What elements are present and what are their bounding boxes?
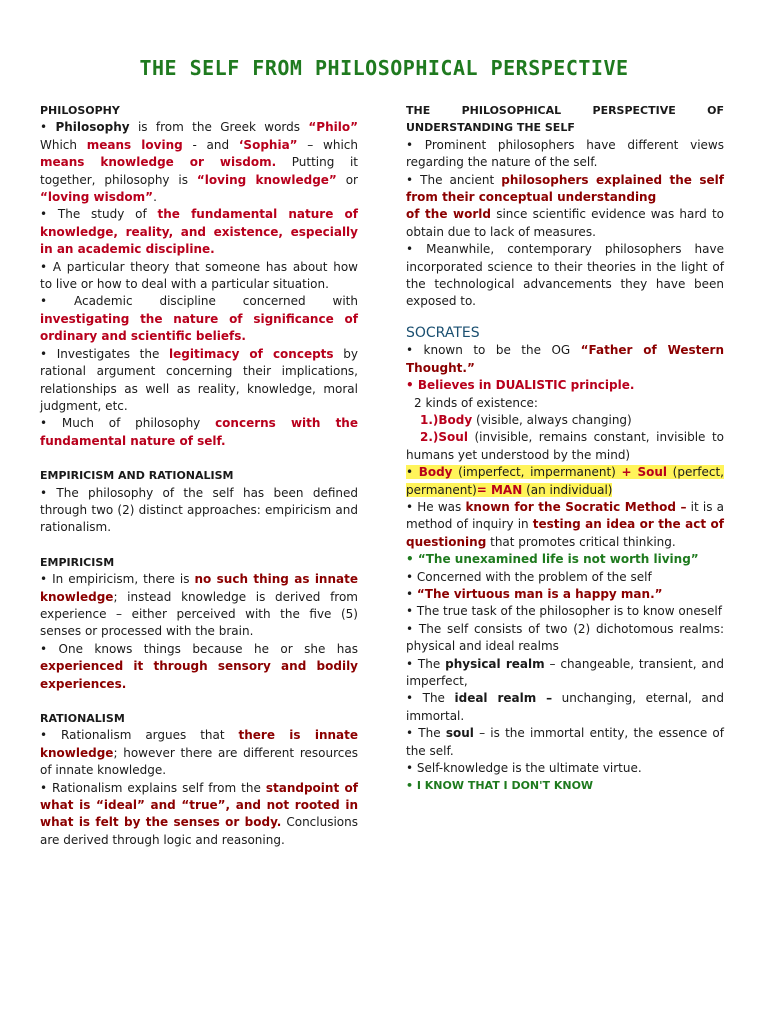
perspective-paragraph-2 <box>406 172 724 242</box>
text: • <box>406 465 419 480</box>
text: • The study of <box>40 207 158 222</box>
term-soul: 2.)Soul <box>420 430 468 445</box>
emphasis: concerns with the fundamental nature of self. <box>40 416 358 448</box>
philosophy-paragraph-6 <box>40 415 358 450</box>
philosophy-paragraph-4 <box>40 293 358 345</box>
term-ideal-realm: ideal realm – <box>454 691 553 706</box>
rationalism-paragraph-2 <box>40 780 358 850</box>
emphasis: experienced it through sensory and bodily experiences. <box>40 659 358 691</box>
socrates-item-11: • The true task of the philosopher is to know oneself <box>406 604 722 619</box>
text: • In empiricism, there is <box>40 572 195 587</box>
text: (invisible, remains constant, invisible to humans yet understood by the mind) <box>406 430 724 462</box>
text: – which <box>297 137 359 152</box>
right-column <box>406 102 724 795</box>
text: • <box>406 586 417 601</box>
text: Which <box>40 137 87 152</box>
socrates-item-15 <box>406 725 724 760</box>
socrates-item-16: • Self-knowledge is the ultimate virtue. <box>406 761 642 776</box>
socrates-quote-1: • “The unexamined life is not worth living” <box>406 552 699 567</box>
text: or <box>336 172 358 187</box>
text: – is the immortal entity, the essence of the self. <box>406 726 724 758</box>
text: (perfect, permanent) <box>406 465 724 497</box>
perspective-paragraph-1: • Prominent philosophers have different views regarding the nature of the self. <box>406 137 724 170</box>
emphasis: of the world <box>406 207 491 222</box>
term-soul: + Soul <box>621 465 668 480</box>
socrates-item-9: • Concerned with the problem of the self <box>406 569 652 584</box>
socrates-item-3: 2 kinds of existence: <box>414 395 538 410</box>
rationalism-paragraph-1 <box>40 727 358 779</box>
emphasis: means knowledge or wisdom. <box>40 155 277 170</box>
term-philo: “Philo” <box>308 120 358 135</box>
text: • The <box>406 726 446 741</box>
page-title: THE SELF FROM PHILOSOPHICAL PERSPECTIVE <box>139 56 629 80</box>
emphasis: the fundamental nature of knowledge, reality, and existence, especially in an academic discipline. <box>40 207 358 257</box>
text: by rational argument concerning their implications, relationships as well as reality, knowledge, moral judgment, etc. <box>40 346 358 413</box>
emphasis: known for the Socratic Method – <box>465 499 687 514</box>
emphasis: means loving <box>86 137 183 152</box>
term-philosophy: Philosophy <box>55 120 130 135</box>
emp-rat-heading: EMPIRICISM AND RATIONALISM <box>40 469 234 483</box>
socrates-item-4 <box>406 412 724 429</box>
emphasis: “loving wisdom” <box>40 190 154 205</box>
text: ; instead knowledge is derived from experience – either perceived with the five (5) senses or processed with the brain. <box>40 589 358 639</box>
spacer <box>40 450 358 467</box>
term-soul: soul <box>445 726 474 741</box>
empiricism-paragraph-2 <box>40 641 358 693</box>
text: • Much of philosophy <box>40 416 216 431</box>
emphasis: legitimacy of concepts <box>169 346 334 361</box>
text: • The <box>406 691 455 706</box>
philosophy-paragraph-2 <box>40 206 358 258</box>
socrates-quote-3: • I KNOW THAT I DON'T KNOW <box>406 779 594 793</box>
text: • The ancient <box>406 172 502 187</box>
emphasis: “The virtuous man is a happy man.” <box>416 586 663 601</box>
text: – changeable, transient, and imperfect, <box>406 656 724 688</box>
text: • Investigates the <box>40 346 170 361</box>
text: that promotes critical thinking. <box>486 534 676 549</box>
text: • The <box>406 656 446 671</box>
socrates-heading: SOCRATES <box>406 324 480 341</box>
spacer <box>40 537 358 554</box>
perspective-heading: THE PHILOSOPHICAL PERSPECTIVE OF UNDERSTANDING THE SELF <box>406 104 724 135</box>
rationalism-heading: RATIONALISM <box>40 712 125 725</box>
socrates-item-12: • The self consists of two (2) dichotomous realms: physical and ideal realms <box>406 621 724 654</box>
emphasis: philosophers explained the self from their conceptual understanding <box>406 172 724 205</box>
left-column <box>40 102 358 849</box>
term-man: = MAN <box>476 482 523 497</box>
socrates-item-5 <box>406 429 724 464</box>
text: (an individual) <box>522 482 613 497</box>
emphasis: no such thing as innate knowledge <box>40 572 358 604</box>
term-body: Body <box>418 465 453 480</box>
text: unchanging, eternal, and immortal. <box>406 691 724 723</box>
spacer <box>40 693 358 710</box>
emphasis: standpoint of what is “ideal” and “true”, and not rooted in what is felt by the senses or body. <box>40 780 358 830</box>
text: • Academic discipline concerned with <box>40 294 358 309</box>
text: ; however there are different resources of innate knowledge. <box>40 745 358 778</box>
term-body: 1.)Body <box>420 412 473 427</box>
emp-rat-paragraph: • The philosophy of the self has been defined through two (2) distinct approaches: empiricism and rationalism. <box>40 485 358 535</box>
philosophy-heading: PHILOSOPHY <box>40 104 120 117</box>
philosophy-paragraph-1 <box>40 119 358 206</box>
socrates-item-14 <box>406 690 724 725</box>
spacer <box>406 311 724 325</box>
text: • <box>40 120 56 135</box>
philosophy-paragraph-3: • A particular theory that someone has about how to live or how to deal with a particular situation. <box>40 259 358 292</box>
emphasis: investigating the nature of significance of ordinary and scientific beliefs. <box>40 311 358 344</box>
empiricism-heading: EMPIRICISM <box>40 555 115 569</box>
text: • Rationalism argues that <box>40 728 239 743</box>
perspective-paragraph-3: • Meanwhile, contemporary philosophers have incorporated science to their theories in the light of the technological advancements they have been exposed to. <box>406 242 724 309</box>
text: since scientific evidence was hard to obtain due to lack of measures. <box>406 207 724 239</box>
text: Putting it together, philosophy is <box>40 155 358 187</box>
emphasis: testing an idea or the act of questioning <box>406 517 725 549</box>
text: • known to be the OG <box>406 343 581 358</box>
text: is from the Greek words <box>129 120 309 135</box>
empiricism-paragraph-1 <box>40 571 358 641</box>
text: • Rationalism explains self from the <box>40 780 266 795</box>
text: (visible, always changing) <box>472 412 632 427</box>
text: (imperfect, impermanent) <box>452 465 622 480</box>
socrates-item-2: • Believes in DUALISTIC principle. <box>406 378 635 393</box>
text: - and <box>182 137 239 152</box>
text: it is a method of inquiry in <box>406 499 724 532</box>
emphasis: “Father of Western Thought.” <box>406 343 725 375</box>
text: • He was <box>406 499 466 514</box>
text: • One knows things because he or she has <box>40 641 358 656</box>
socrates-quote-2 <box>406 586 724 603</box>
emphasis: “loving knowledge” <box>196 172 337 187</box>
socrates-item-7 <box>406 499 724 551</box>
socrates-item-6 <box>406 464 724 499</box>
philosophy-paragraph-5 <box>40 346 358 416</box>
socrates-item-13 <box>406 656 724 691</box>
text: Conclusions are derived through logic and reasoning. <box>40 815 358 847</box>
text: . <box>153 190 157 205</box>
emphasis: there is innate knowledge <box>40 728 358 760</box>
socrates-item-1 <box>406 342 724 377</box>
term-sophia: ‘Sophia” <box>238 137 298 152</box>
term-physical-realm: physical realm <box>445 656 545 671</box>
